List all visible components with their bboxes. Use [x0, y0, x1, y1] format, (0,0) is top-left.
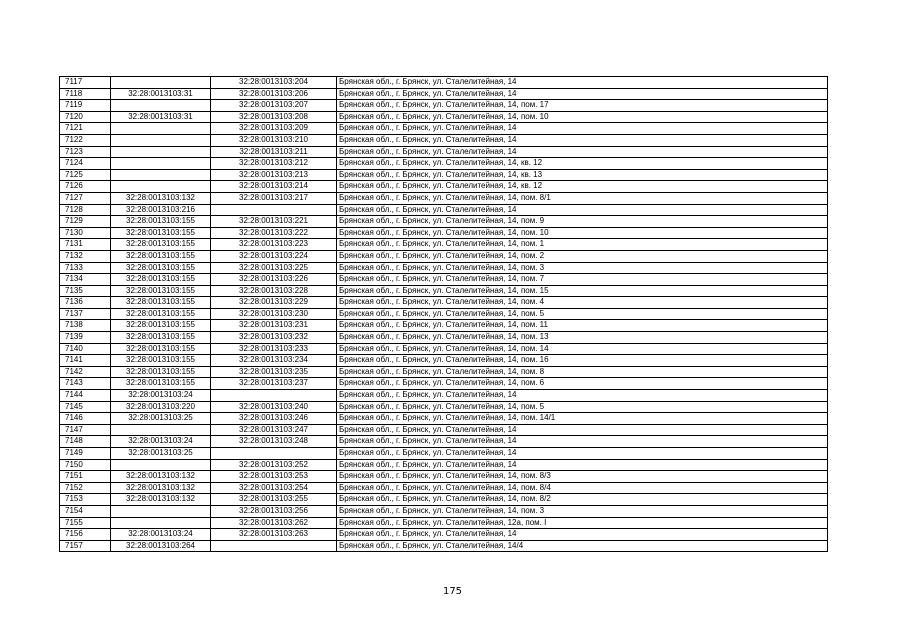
- parent-cadastral-cell: 32:28:0013103:264: [111, 540, 211, 552]
- cadastral-number-cell: 32:28:0013103:211: [211, 146, 337, 158]
- address-cell: Брянская обл., г. Брянск, ул. Сталелитейная, 14: [337, 436, 828, 448]
- address-cell: Брянская обл., г. Брянск, ул. Сталелитейная, 14: [337, 390, 828, 402]
- cadastral-number-cell: 32:28:0013103:255: [211, 494, 337, 506]
- cadastral-number-cell: [211, 448, 337, 460]
- parent-cadastral-cell: [111, 169, 211, 181]
- row-number-cell: 7144: [60, 390, 111, 402]
- parent-cadastral-cell: 32:28:0013103:155: [111, 297, 211, 309]
- cadastral-number-cell: 32:28:0013103:212: [211, 158, 337, 170]
- cadastral-number-cell: 32:28:0013103:224: [211, 250, 337, 262]
- cadastral-number-cell: 32:28:0013103:230: [211, 308, 337, 320]
- row-number-cell: 7134: [60, 274, 111, 286]
- address-cell: Брянская обл., г. Брянск, ул. Сталелитейная, 14: [337, 448, 828, 460]
- table-row: [60, 366, 828, 378]
- address-cell: Брянская обл., г. Брянск, ул. Сталелитейная, 14, пом. 4: [337, 297, 828, 309]
- parent-cadastral-cell: 32:28:0013103:24: [111, 390, 211, 402]
- cadastral-number-cell: 32:28:0013103:228: [211, 285, 337, 297]
- row-number-cell: 7126: [60, 181, 111, 193]
- table-row: [60, 424, 828, 436]
- address-cell: Брянская обл., г. Брянск, ул. Сталелитейная, 14, пом. 3: [337, 262, 828, 274]
- row-number-cell: 7140: [60, 343, 111, 355]
- table-row: [60, 123, 828, 135]
- table-row: [60, 390, 828, 402]
- row-number-cell: 7127: [60, 192, 111, 204]
- parent-cadastral-cell: 32:28:0013103:132: [111, 471, 211, 483]
- row-number-cell: 7117: [60, 77, 111, 89]
- table-row: [60, 227, 828, 239]
- table-row: [60, 517, 828, 529]
- cadastral-number-cell: 32:28:0013103:252: [211, 459, 337, 471]
- cadastral-number-cell: 32:28:0013103:222: [211, 227, 337, 239]
- cadastral-number-cell: 32:28:0013103:226: [211, 274, 337, 286]
- row-number-cell: 7136: [60, 297, 111, 309]
- table-row: [60, 239, 828, 251]
- parent-cadastral-cell: 32:28:0013103:155: [111, 285, 211, 297]
- row-number-cell: 7124: [60, 158, 111, 170]
- address-cell: Брянская обл., г. Брянск, ул. Сталелитейная, 14, пом. 15: [337, 285, 828, 297]
- table-row: [60, 169, 828, 181]
- table-row: [60, 77, 828, 89]
- table-row: [60, 216, 828, 228]
- row-number-cell: 7129: [60, 216, 111, 228]
- row-number-cell: 7142: [60, 366, 111, 378]
- address-cell: Брянская обл., г. Брянск, ул. Сталелитейная, 14, пом. 16: [337, 355, 828, 367]
- address-cell: Брянская обл., г. Брянск, ул. Сталелитейная, 14, пом. 5: [337, 401, 828, 413]
- row-number-cell: 7131: [60, 239, 111, 251]
- address-cell: Брянская обл., г. Брянск, ул. Сталелитейная, 14, пом. 7: [337, 274, 828, 286]
- parent-cadastral-cell: [111, 134, 211, 146]
- parent-cadastral-cell: 32:28:0013103:155: [111, 216, 211, 228]
- row-number-cell: 7143: [60, 378, 111, 390]
- cadastral-number-cell: 32:28:0013103:253: [211, 471, 337, 483]
- parent-cadastral-cell: 32:28:0013103:155: [111, 250, 211, 262]
- address-cell: Брянская обл., г. Брянск, ул. Сталелитейная, 14, пом. 13: [337, 332, 828, 344]
- cadastral-number-cell: 32:28:0013103:217: [211, 192, 337, 204]
- parent-cadastral-cell: 32:28:0013103:155: [111, 320, 211, 332]
- parent-cadastral-cell: 32:28:0013103:132: [111, 494, 211, 506]
- parent-cadastral-cell: 32:28:0013103:155: [111, 343, 211, 355]
- table-row: [60, 436, 828, 448]
- row-number-cell: 7141: [60, 355, 111, 367]
- table-row: [60, 494, 828, 506]
- cadastral-number-cell: 32:28:0013103:229: [211, 297, 337, 309]
- row-number-cell: 7157: [60, 540, 111, 552]
- address-cell: Брянская обл., г. Брянск, ул. Сталелитейная, 14, пом. 8: [337, 366, 828, 378]
- address-cell: Брянская обл., г. Брянск, ул. Сталелитейная, 14, пом. 14/1: [337, 413, 828, 425]
- row-number-cell: 7148: [60, 436, 111, 448]
- address-cell: Брянская обл., г. Брянск, ул. Сталелитейная, 14: [337, 204, 828, 216]
- row-number-cell: 7121: [60, 123, 111, 135]
- cadastral-number-cell: 32:28:0013103:208: [211, 111, 337, 123]
- row-number-cell: 7122: [60, 134, 111, 146]
- table-row: [60, 401, 828, 413]
- table-row: [60, 308, 828, 320]
- cadastral-number-cell: [211, 204, 337, 216]
- table-row: [60, 320, 828, 332]
- row-number-cell: 7135: [60, 285, 111, 297]
- address-cell: Брянская обл., г. Брянск, ул. Сталелитейная, 14, пом. 10: [337, 111, 828, 123]
- row-number-cell: 7130: [60, 227, 111, 239]
- cadastral-number-cell: 32:28:0013103:210: [211, 134, 337, 146]
- address-cell: Брянская обл., г. Брянск, ул. Сталелитейная, 14, пом. 10: [337, 227, 828, 239]
- table-row: [60, 192, 828, 204]
- row-number-cell: 7146: [60, 413, 111, 425]
- cadastral-number-cell: 32:28:0013103:263: [211, 529, 337, 541]
- table-row: [60, 297, 828, 309]
- parent-cadastral-cell: 32:28:0013103:216: [111, 204, 211, 216]
- address-cell: Брянская обл., г. Брянск, ул. Сталелитейная, 14, пом. 6: [337, 378, 828, 390]
- address-cell: Брянская обл., г. Брянск, ул. Сталелитейная, 14, пом. 3: [337, 505, 828, 517]
- table-row: [60, 413, 828, 425]
- parent-cadastral-cell: 32:28:0013103:220: [111, 401, 211, 413]
- table-row: [60, 111, 828, 123]
- table-row: [60, 88, 828, 100]
- address-cell: Брянская обл., г. Брянск, ул. Сталелитейная, 14, пом. 2: [337, 250, 828, 262]
- table-row: [60, 158, 828, 170]
- cadastral-number-cell: 32:28:0013103:247: [211, 424, 337, 436]
- address-cell: Брянская обл., г. Брянск, ул. Сталелитейная, 14: [337, 88, 828, 100]
- address-cell: Брянская обл., г. Брянск, ул. Сталелитейная, 12а, пом. I: [337, 517, 828, 529]
- cadastral-number-cell: 32:28:0013103:223: [211, 239, 337, 251]
- cadastral-number-cell: 32:28:0013103:248: [211, 436, 337, 448]
- table-row: [60, 378, 828, 390]
- row-number-cell: 7151: [60, 471, 111, 483]
- row-number-cell: 7128: [60, 204, 111, 216]
- table-row: [60, 262, 828, 274]
- address-cell: Брянская обл., г. Брянск, ул. Сталелитейная, 14, пом. 8/1: [337, 192, 828, 204]
- parent-cadastral-cell: [111, 123, 211, 135]
- row-number-cell: 7119: [60, 100, 111, 112]
- parent-cadastral-cell: 32:28:0013103:155: [111, 378, 211, 390]
- cadastral-number-cell: 32:28:0013103:231: [211, 320, 337, 332]
- address-cell: Брянская обл., г. Брянск, ул. Сталелитейная, 14, пом. 5: [337, 308, 828, 320]
- parent-cadastral-cell: [111, 158, 211, 170]
- parent-cadastral-cell: 32:28:0013103:155: [111, 274, 211, 286]
- table-row: [60, 529, 828, 541]
- parent-cadastral-cell: 32:28:0013103:25: [111, 413, 211, 425]
- row-number-cell: 7150: [60, 459, 111, 471]
- table-row: [60, 540, 828, 552]
- table-row: [60, 285, 828, 297]
- row-number-cell: 7137: [60, 308, 111, 320]
- cadastral-number-cell: 32:28:0013103:233: [211, 343, 337, 355]
- row-number-cell: 7123: [60, 146, 111, 158]
- row-number-cell: 7147: [60, 424, 111, 436]
- row-number-cell: 7132: [60, 250, 111, 262]
- parent-cadastral-cell: 32:28:0013103:24: [111, 529, 211, 541]
- parent-cadastral-cell: 32:28:0013103:155: [111, 366, 211, 378]
- parent-cadastral-cell: 32:28:0013103:155: [111, 227, 211, 239]
- parent-cadastral-cell: [111, 459, 211, 471]
- row-number-cell: 7139: [60, 332, 111, 344]
- parent-cadastral-cell: 32:28:0013103:31: [111, 88, 211, 100]
- cadastral-number-cell: [211, 540, 337, 552]
- cadastral-number-cell: 32:28:0013103:213: [211, 169, 337, 181]
- row-number-cell: 7154: [60, 505, 111, 517]
- table-row: [60, 448, 828, 460]
- address-cell: Брянская обл., г. Брянск, ул. Сталелитейная, 14, пом. 8/2: [337, 494, 828, 506]
- row-number-cell: 7155: [60, 517, 111, 529]
- address-cell: Брянская обл., г. Брянск, ул. Сталелитейная, 14, пом. 9: [337, 216, 828, 228]
- address-cell: Брянская обл., г. Брянск, ул. Сталелитейная, 14, кв. 12: [337, 181, 828, 193]
- table-row: [60, 146, 828, 158]
- parent-cadastral-cell: 32:28:0013103:155: [111, 308, 211, 320]
- parent-cadastral-cell: 32:28:0013103:132: [111, 192, 211, 204]
- address-cell: Брянская обл., г. Брянск, ул. Сталелитейная, 14, пом. 17: [337, 100, 828, 112]
- address-cell: Брянская обл., г. Брянск, ул. Сталелитейная, 14, пом. 8/3: [337, 471, 828, 483]
- row-number-cell: 7153: [60, 494, 111, 506]
- address-cell: Брянская обл., г. Брянск, ул. Сталелитейная, 14, кв. 12: [337, 158, 828, 170]
- address-cell: Брянская обл., г. Брянск, ул. Сталелитейная, 14: [337, 529, 828, 541]
- row-number-cell: 7156: [60, 529, 111, 541]
- cadastral-number-cell: 32:28:0013103:221: [211, 216, 337, 228]
- table-row: [60, 332, 828, 344]
- address-cell: Брянская обл., г. Брянск, ул. Сталелитейная, 14: [337, 146, 828, 158]
- parent-cadastral-cell: 32:28:0013103:155: [111, 355, 211, 367]
- parent-cadastral-cell: [111, 181, 211, 193]
- address-cell: Брянская обл., г. Брянск, ул. Сталелитейная, 14, пом. 11: [337, 320, 828, 332]
- table-row: [60, 355, 828, 367]
- parent-cadastral-cell: 32:28:0013103:31: [111, 111, 211, 123]
- row-number-cell: 7118: [60, 88, 111, 100]
- cadastral-number-cell: 32:28:0013103:237: [211, 378, 337, 390]
- table-row: [60, 250, 828, 262]
- parent-cadastral-cell: [111, 146, 211, 158]
- table-row: [60, 181, 828, 193]
- table-body: [60, 77, 828, 552]
- parent-cadastral-cell: 32:28:0013103:155: [111, 332, 211, 344]
- cadastral-number-cell: 32:28:0013103:246: [211, 413, 337, 425]
- address-cell: Брянская обл., г. Брянск, ул. Сталелитейная, 14, кв. 13: [337, 169, 828, 181]
- address-cell: Брянская обл., г. Брянск, ул. Сталелитейная, 14: [337, 134, 828, 146]
- address-cell: Брянская обл., г. Брянск, ул. Сталелитейная, 14: [337, 424, 828, 436]
- table-row: [60, 274, 828, 286]
- cadastral-number-cell: 32:28:0013103:214: [211, 181, 337, 193]
- table-row: [60, 471, 828, 483]
- address-cell: Брянская обл., г. Брянск, ул. Сталелитейная, 14, пом. 14: [337, 343, 828, 355]
- page-number: 175: [442, 586, 463, 597]
- cadastral-number-cell: 32:28:0013103:232: [211, 332, 337, 344]
- parent-cadastral-cell: [111, 505, 211, 517]
- cadastral-number-cell: 32:28:0013103:256: [211, 505, 337, 517]
- address-cell: Брянская обл., г. Брянск, ул. Сталелитейная, 14: [337, 77, 828, 89]
- parent-cadastral-cell: [111, 100, 211, 112]
- parent-cadastral-cell: [111, 517, 211, 529]
- parent-cadastral-cell: 32:28:0013103:132: [111, 482, 211, 494]
- table-row: [60, 505, 828, 517]
- cadastral-number-cell: 32:28:0013103:234: [211, 355, 337, 367]
- cadastral-number-cell: 32:28:0013103:240: [211, 401, 337, 413]
- address-cell: Брянская обл., г. Брянск, ул. Сталелитейная, 14: [337, 123, 828, 135]
- table-row: [60, 482, 828, 494]
- parent-cadastral-cell: 32:28:0013103:155: [111, 262, 211, 274]
- row-number-cell: 7125: [60, 169, 111, 181]
- table-row: [60, 100, 828, 112]
- address-cell: Брянская обл., г. Брянск, ул. Сталелитейная, 14, пом. 1: [337, 239, 828, 251]
- table-row: [60, 134, 828, 146]
- address-cell: Брянская обл., г. Брянск, ул. Сталелитейная, 14: [337, 459, 828, 471]
- cadastral-number-cell: 32:28:0013103:225: [211, 262, 337, 274]
- row-number-cell: 7149: [60, 448, 111, 460]
- cadastral-number-cell: 32:28:0013103:204: [211, 77, 337, 89]
- parent-cadastral-cell: [111, 424, 211, 436]
- parent-cadastral-cell: [111, 77, 211, 89]
- row-number-cell: 7152: [60, 482, 111, 494]
- table-row: [60, 204, 828, 216]
- parent-cadastral-cell: 32:28:0013103:25: [111, 448, 211, 460]
- table-row: [60, 459, 828, 471]
- cadastral-number-cell: 32:28:0013103:262: [211, 517, 337, 529]
- cadastral-number-cell: 32:28:0013103:209: [211, 123, 337, 135]
- row-number-cell: 7120: [60, 111, 111, 123]
- address-cell: Брянская обл., г. Брянск, ул. Сталелитейная, 14/4: [337, 540, 828, 552]
- cadastral-table: [59, 76, 828, 552]
- cadastral-number-cell: [211, 390, 337, 402]
- cadastral-number-cell: 32:28:0013103:235: [211, 366, 337, 378]
- row-number-cell: 7138: [60, 320, 111, 332]
- parent-cadastral-cell: 32:28:0013103:155: [111, 239, 211, 251]
- parent-cadastral-cell: 32:28:0013103:24: [111, 436, 211, 448]
- row-number-cell: 7133: [60, 262, 111, 274]
- cadastral-number-cell: 32:28:0013103:206: [211, 88, 337, 100]
- table-row: [60, 343, 828, 355]
- cadastral-number-cell: 32:28:0013103:254: [211, 482, 337, 494]
- address-cell: Брянская обл., г. Брянск, ул. Сталелитейная, 14, пом. 8/4: [337, 482, 828, 494]
- row-number-cell: 7145: [60, 401, 111, 413]
- cadastral-number-cell: 32:28:0013103:207: [211, 100, 337, 112]
